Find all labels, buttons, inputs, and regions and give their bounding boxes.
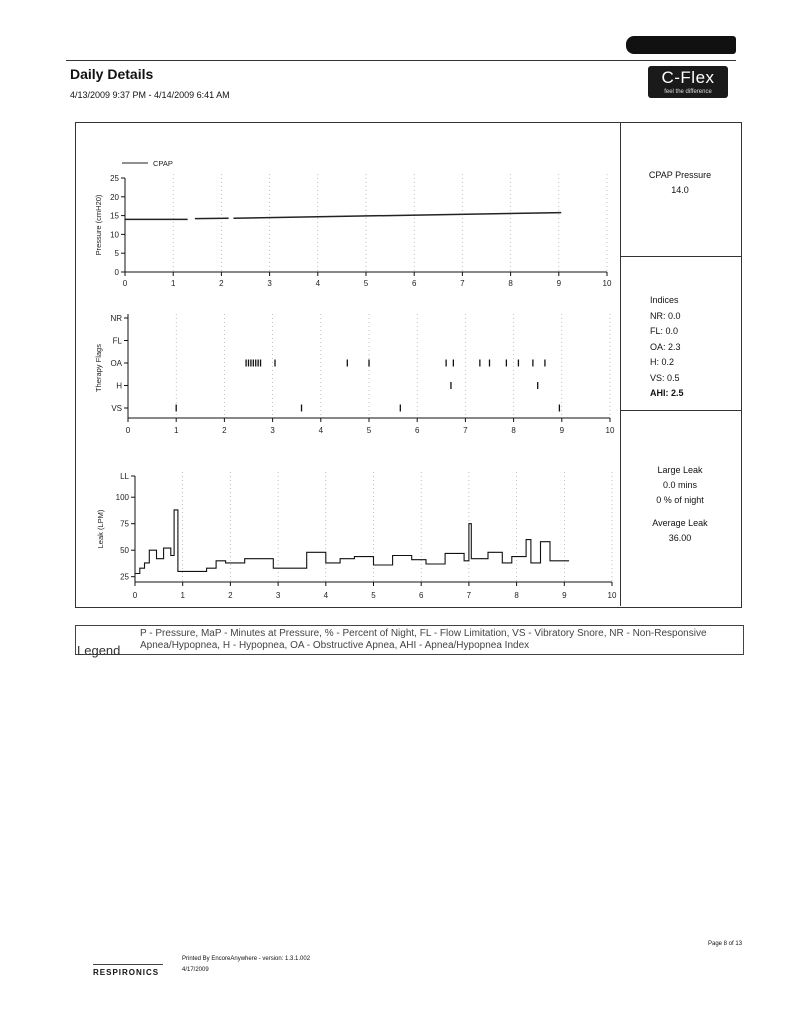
leak-x-tick-label: 1	[180, 591, 185, 600]
flags-category-label: FL	[112, 336, 122, 346]
leak-y-tick-label: 100	[115, 493, 129, 503]
flags-y-label: Therapy Flags	[94, 344, 103, 392]
leak-y-tick-label: 25	[120, 572, 129, 582]
index-row: VS: 0.5	[650, 372, 680, 383]
index-row: H: 0.2	[650, 357, 675, 367]
logo-tagline: feel the difference	[664, 89, 712, 95]
flags-x-tick-label: 2	[222, 426, 227, 435]
pressure-y-label: Pressure (cmH20)	[94, 194, 103, 256]
flags-x-tick-label: 9	[559, 426, 565, 435]
legend-text: P - Pressure, MaP - Minutes at Pressure, % - Percent of Night, FL - Flow Limitation, VS - Vibratory Snore, NR - Non-Responsive Apnea/Hypopnea, H - Hypopnea, OA - Obstructive Apnea, AHI - Apnea/Hypopnea Index	[140, 628, 707, 651]
pressure-x-tick-label: 9	[556, 279, 562, 288]
pressure-x-tick-label: 2	[219, 279, 224, 288]
page-number: Page 8 of 13	[708, 941, 743, 947]
logo-name: C-Flex	[661, 68, 715, 87]
flags-category-label: OA	[110, 359, 122, 368]
flags-x-tick-label: 4	[318, 426, 324, 435]
index-row-ahi: AHI: 2.5	[650, 388, 684, 398]
flags-x-tick-label: 8	[511, 426, 516, 435]
page-title: Daily Details	[70, 66, 154, 82]
pressure-y-tick-label: 25	[110, 174, 119, 183]
leak-x-tick-label: 7	[466, 591, 472, 600]
pressure-x-tick-label: 8	[508, 279, 513, 288]
pressure-x-tick-label: 7	[460, 279, 465, 288]
average-leak-label: Average Leak	[652, 518, 708, 528]
flags-x-tick-label: 3	[270, 426, 275, 435]
pressure-x-tick-label: 4	[315, 279, 321, 288]
flags-category-label: VS	[111, 404, 122, 413]
pressure-line-segment	[233, 213, 561, 219]
legend-label: Legend	[77, 643, 121, 658]
pressure-y-tick-label: 10	[110, 230, 119, 240]
flags-x-tick-label: 6	[414, 426, 420, 435]
date-range: 4/13/2009 9:37 PM - 4/14/2009 6:41 AM	[70, 90, 230, 100]
pressure-legend-label: CPAP	[153, 159, 173, 168]
printed-by: Printed By EncoreAnywhere - version: 1.3.1.002	[182, 956, 311, 962]
flags-category-label: H	[116, 381, 122, 391]
printed-date: 4/17/2009	[182, 967, 209, 973]
flags-x-tick-label: 5	[366, 426, 372, 435]
large-leak-mins: 0.0 mins	[662, 480, 697, 490]
flags-x-tick-label: 10	[605, 426, 615, 435]
pressure-x-tick-label: 5	[363, 279, 369, 288]
leak-series-line	[135, 510, 569, 574]
flags-x-tick-label: 1	[173, 426, 179, 435]
pressure-x-tick-label: 1	[170, 279, 176, 288]
leak-y-tick-label: 50	[120, 546, 129, 556]
flags-category-label: NR	[110, 314, 122, 323]
index-row: OA: 2.3	[650, 341, 681, 352]
large-leak-pct: 0 % of night	[656, 495, 704, 505]
flags-x-tick-label: 0	[125, 426, 131, 435]
leak-x-tick-label: 0	[132, 591, 138, 600]
cpap-pressure-value: 14.0	[671, 185, 689, 195]
indices-title: Indices	[650, 295, 679, 305]
leak-y-label: Leak (LPM)	[96, 509, 105, 549]
pressure-y-tick-label: 5	[114, 249, 119, 259]
cpap-pressure-label: CPAP Pressure	[648, 170, 712, 180]
pressure-x-tick-label: 6	[411, 279, 417, 288]
leak-x-tick-label: 9	[562, 591, 567, 600]
leak-y-tick-label: 75	[120, 519, 129, 529]
pressure-y-tick-label: 20	[110, 192, 119, 202]
large-leak-label: Large Leak	[657, 465, 703, 475]
brand-rule	[93, 964, 163, 965]
leak-x-tick-label: 6	[418, 591, 424, 600]
leak-x-tick-label: 10	[607, 591, 617, 600]
leak-x-tick-label: 2	[228, 591, 233, 600]
leak-x-tick-label: 4	[323, 591, 329, 600]
respironics-logo: RESPIRONICS	[93, 968, 160, 977]
leak-y-tick-label: LL	[120, 472, 129, 481]
leak-x-tick-label: 8	[514, 591, 519, 600]
average-leak-value: 36.00	[668, 533, 692, 543]
index-row: FL: 0.0	[650, 326, 679, 336]
leak-x-tick-label: 3	[275, 591, 281, 600]
pressure-x-tick-label: 10	[602, 279, 612, 288]
pressure-x-tick-label: 0	[122, 279, 128, 288]
flags-x-tick-label: 7	[463, 426, 468, 435]
pressure-x-tick-label: 3	[267, 279, 272, 288]
pressure-y-tick-label: 15	[110, 211, 119, 221]
printed-info	[182, 954, 310, 976]
index-row: NR: 0.0	[650, 310, 681, 321]
pressure-y-tick-label: 0	[114, 268, 119, 277]
leak-x-tick-label: 5	[371, 591, 376, 600]
